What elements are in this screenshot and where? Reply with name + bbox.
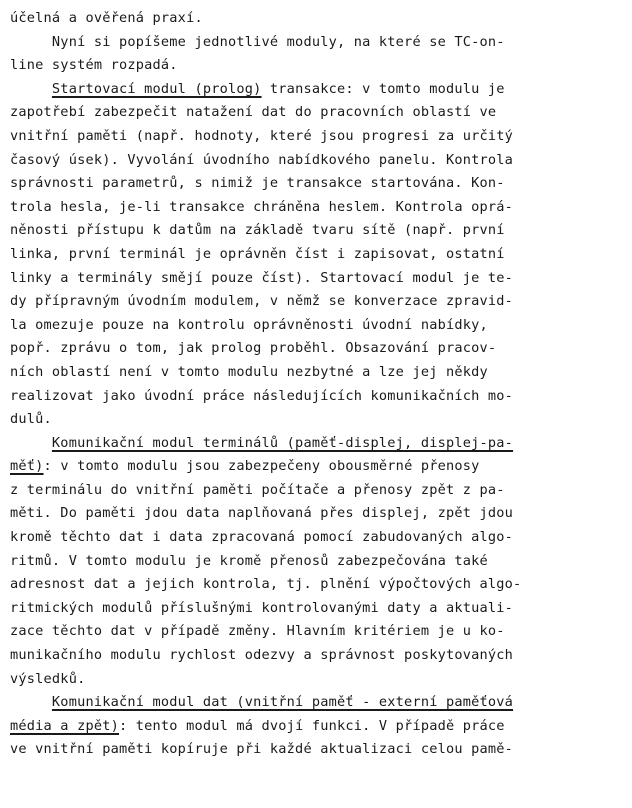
line-text: dulů. [10, 411, 52, 428]
line-text: zapotřebí zabezpečit natažení dat do pracovních oblastí ve [10, 104, 497, 121]
section-heading-startovaci-modul: Startovací modul (prolog) [51, 80, 262, 97]
text-line-32 [10, 738, 622, 762]
text-line-11 [10, 243, 622, 267]
line-text: ních oblastí není v tomto modulu nezbytné a lze jej někdy [10, 363, 488, 380]
line-text: správnosti parametrů, s nimiž je transakce startována. Kon- [10, 175, 505, 192]
text-line-27 [10, 620, 622, 644]
line-text: zace těchto dat v případě změny. Hlavním kritériem je u ko- [10, 623, 505, 640]
line-text-after: : tento modul má dvojí funkci. V případě práce [119, 717, 505, 734]
line-text: la omezuje pouze na kontrolu oprávněnosti úvodní nabídky, [10, 316, 488, 333]
text-line-13 [10, 290, 622, 314]
line-text: trola hesla, je-li transakce chráněna heslem. Kontrola oprá- [10, 198, 514, 215]
text-line-21 [10, 479, 622, 503]
line-text: adresnost dat a jejich kontrola, tj. plnění výpočtových algo- [10, 576, 522, 593]
line-text: line systém rozpadá. [10, 57, 178, 74]
line-text-after: transakce: v tomto modulu je [261, 80, 505, 97]
line-text: dy přípravným úvodním modulem, v němž se konverzace zpravid- [10, 293, 514, 310]
line-text: Nyní si popíšeme jednotlivé moduly, na které se TC-on- [10, 33, 505, 50]
line-text: ritmů. V tomto modulu je kromě přenosů zabezpečována také [10, 552, 488, 569]
line-text: výsledků. [10, 670, 86, 687]
text-line-26 [10, 597, 622, 621]
section-heading-continued: měť) [10, 458, 44, 475]
line-text: vnitřní paměti (např. hodnoty, které jsou progresi za určitý [10, 127, 514, 144]
text-line-14 [10, 314, 622, 338]
text-line-23 [10, 526, 622, 550]
line-text [10, 694, 52, 710]
text-line-2 [10, 31, 622, 55]
line-text: munikačního modulu rychlost odezvy a správnost poskytovaných [10, 647, 514, 664]
section-heading-komunikacni-modul-dat: Komunikační modul dat (vnitřní paměť - externí paměťová [51, 694, 514, 711]
text-line-9 [10, 196, 622, 220]
text-line-22 [10, 502, 622, 526]
text-line-28 [10, 644, 622, 668]
text-line-16 [10, 361, 622, 385]
line-text: z terminálu do vnitřní paměti počítače a přenosy zpět z pa- [10, 481, 505, 498]
text-line-1 [10, 7, 622, 31]
line-text: časový úsek). Vyvolání úvodního nabídkového panelu. Kontrola [10, 151, 514, 168]
text-line-18 [10, 408, 622, 432]
line-text: kromě těchto dat i data zpracovaná pomocí zabudovaných algo- [10, 529, 514, 546]
document-page [10, 7, 622, 762]
line-text: měti. Do paměti jdou data naplňovaná přes displej, zpět jdou [10, 505, 514, 522]
line-text: realizovat jako úvodní práce následujících komunikačních mo- [10, 387, 514, 404]
text-line-4 [10, 78, 622, 102]
text-line-10 [10, 219, 622, 243]
text-line-19 [10, 432, 622, 456]
line-text: linka, první terminál je oprávněn číst i zapisovat, ostatní [10, 245, 505, 262]
line-text: linky a terminály smějí pouze číst). Startovací modul je te- [10, 269, 514, 286]
text-line-12 [10, 267, 622, 291]
line-text [10, 81, 52, 97]
line-text: účelná a ověřená praxí. [10, 10, 203, 26]
line-text: něnosti přístupu k datům na základě tvaru sítě (např. první [10, 222, 505, 239]
text-line-8 [10, 172, 622, 196]
line-text: ritmických modulů příslušnými kontrolovanými daty a aktuali- [10, 599, 514, 616]
text-line-5 [10, 101, 622, 125]
text-line-3 [10, 54, 622, 78]
line-text: ve vnitřní paměti kopíruje při každé aktualizaci celou pamě- [10, 741, 514, 758]
text-line-17 [10, 385, 622, 409]
text-line-29 [10, 668, 622, 692]
text-line-6 [10, 125, 622, 149]
text-line-7 [10, 149, 622, 173]
text-line-25 [10, 573, 622, 597]
text-line-31 [10, 715, 622, 739]
line-text-after: : v tomto modulu jsou zabezpečeny obousměrné přenosy [43, 458, 480, 475]
section-heading-continued: média a zpět) [10, 717, 119, 734]
text-line-24 [10, 550, 622, 574]
line-text: popř. zprávu o tom, jak prolog proběhl. Obsazování pracov- [10, 340, 497, 357]
section-heading-komunikacni-modul-terminalu: Komunikační modul terminálů (paměť-displej, displej-pa- [51, 434, 514, 451]
text-line-30 [10, 691, 622, 715]
text-line-15 [10, 337, 622, 361]
text-line-20 [10, 455, 622, 479]
line-text [10, 435, 52, 451]
